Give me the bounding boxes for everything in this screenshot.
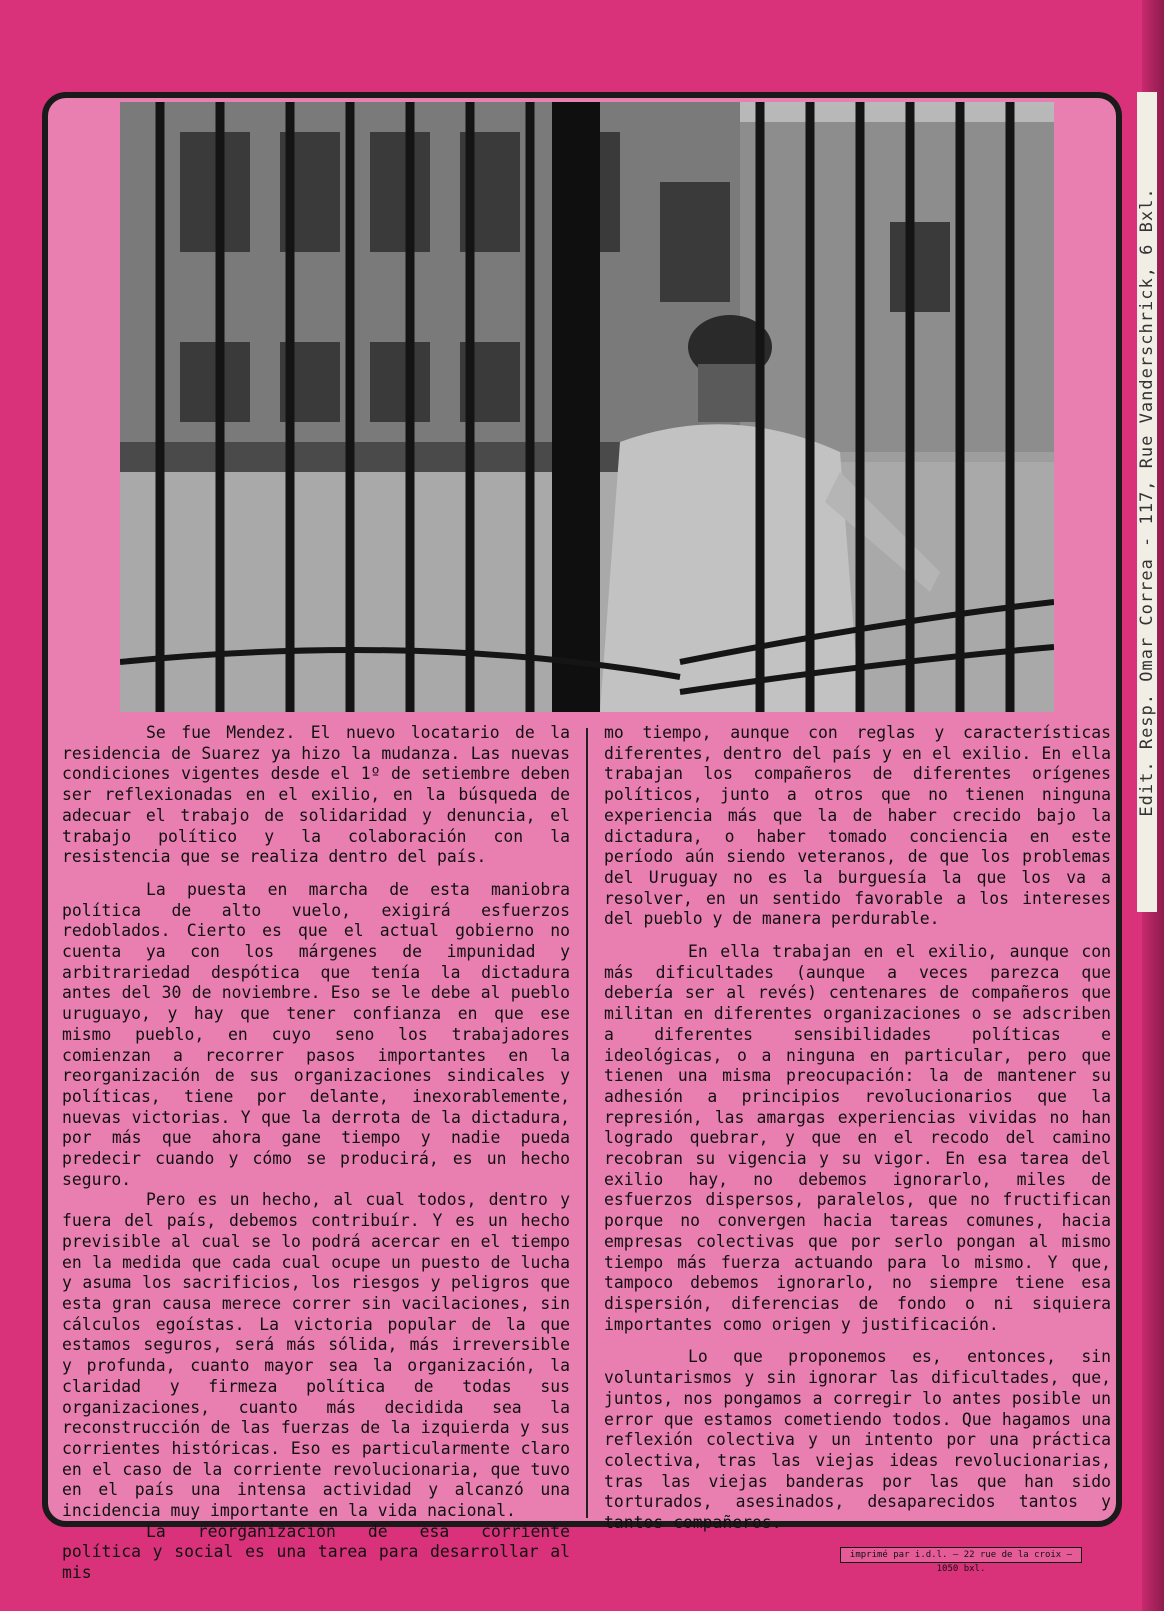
article-paragraph: mo tiempo, aunque con reglas y características diferentes, dentro del país y en el exilio. En ella trabajan los compañeros de diferentes orígenes políticos, junto a otros que no tienen ninguna experiencia más que la de haber crecido bajo la dictadura, o haber tomado conciencia en este período aún siendo veteranos, de que los problemas del Uruguay no es la burguesía la que los va a resolver, en un sentido favorable a los intereses del pueblo y de manera perdurable. bbox=[604, 723, 1111, 929]
photo-soldier-behind-gate bbox=[120, 102, 1054, 712]
article-right-column bbox=[604, 723, 1111, 1534]
article-paragraph: Lo que proponemos es, entonces, sin voluntarismos y sin ignorar las dificultades, que, juntos, nos pongamos a corregir lo antes posible un error que estamos cometiendo todos. Que hagamos una reflexión colectiva y un intento por una práctica colectiva, tras las viejas ideas revolucionarias, tras las viejas banderas por las que han sido torturados, asesinados, desaparecidos tantos y tantos compañeros. bbox=[604, 1347, 1111, 1533]
article-paragraph: Se fue Mendez. El nuevo locatario de la residencia de Suarez ya hizo la mudanza. Las nuevas condiciones vigentes desde el 1º de setiembre deben ser reflexionadas en el exilio, en la búsqueda de adecuar el trabajo de solidaridad y denuncia, el trabajo político y la colaboración con la resistencia que se realiza dentro del país. bbox=[62, 723, 570, 867]
article-left-column bbox=[62, 723, 570, 1584]
article-paragraph: Pero es un hecho, al cual todos, dentro y fuera del país, debemos contribuír. Y es un hecho previsible al cual se lo podrá acercar en el tiempo en la medida que cada cual ocupe un puesto de lucha y asuma los sacrificios, los riesgos y peligros que esta gran causa merece correr sin vacilaciones, sin cálculos egoístas. La victoria popular de la que estamos seguros, será más sólida, más irreversible y profunda, cuanto mayor sea la organización, la claridad y firmeza política de todas sus organizaciones, cuanto más decidida sea la reconstrucción de las fuerzas de la izquierda y sus corrientes históricas. Eso es particularmente claro en el caso de la corriente revolucionaria, que tuvo en el país una intensa actividad y alcanzó una incidencia muy importante en la vida nacional. bbox=[62, 1190, 570, 1521]
article-paragraph: La reorganización de esa corriente política y social es una tarea para desarrollar al mis bbox=[62, 1521, 570, 1583]
printer-imprint: imprimé par i.d.l. — 22 rue de la croix — 1050 bxl. bbox=[840, 1547, 1082, 1563]
column-divider bbox=[586, 728, 588, 1518]
editor-credit: Edit. Resp. Omar Correa - 117, Rue Vanderschrick, 6 Bxl. bbox=[1137, 187, 1157, 817]
editor-credit-strip bbox=[1137, 92, 1157, 912]
article-paragraph: En ella trabajan en el exilio, aunque con más dificultades (aunque a veces parezca que debería ser al revés) centenares de compañeros que militan en diferentes organizaciones o se adscriben a diferentes sensibilidades políticas e ideológicas, o a ninguna en particular, pero que tienen una misma preocupación: la de mantener su adhesión a principios revolucionarios que la represión, las amargas experiencias vividas no han logrado quebrar, y que en el recodo del camino recobran su vigencia y su vigor. En esa tarea del exilio hay, no debemos ignorarlo, miles de esfuerzos dispersos, paralelos, que no fructifican porque no convergen hacia tareas comunes, hacia empresas colectivas que por serlo pongan al mismo tiempo más fuerza actuando para lo mismo. Y que, tampoco debemos ignorarlo, no siempre tiene esa dispersión, diferencias de fondo o ni siquiera importantes como origen y justificación. bbox=[604, 942, 1111, 1334]
article-paragraph: La puesta en marcha de esta maniobra política de alto vuelo, exigirá esfuerzos redoblados. Cierto es que el actual gobierno no cuenta ya con los márgenes de impunidad y arbitrariedad despótica que tenía la dictadura antes del 30 de noviembre. Eso se le debe al pueblo uruguayo, y hay que tener confianza en que ese mismo pueblo, en cuyo seno los trabajadores comienzan a recorrer pasos importantes en la reorganización de sus organizaciones sindicales y políticas, tiene por delante, inexorablemente, nuevas victorias. Y que la derrota de la dictadura, por más que ahora gane tiempo y nadie pueda predecir cuando y cómo se producirá, es un hecho seguro. bbox=[62, 879, 570, 1189]
